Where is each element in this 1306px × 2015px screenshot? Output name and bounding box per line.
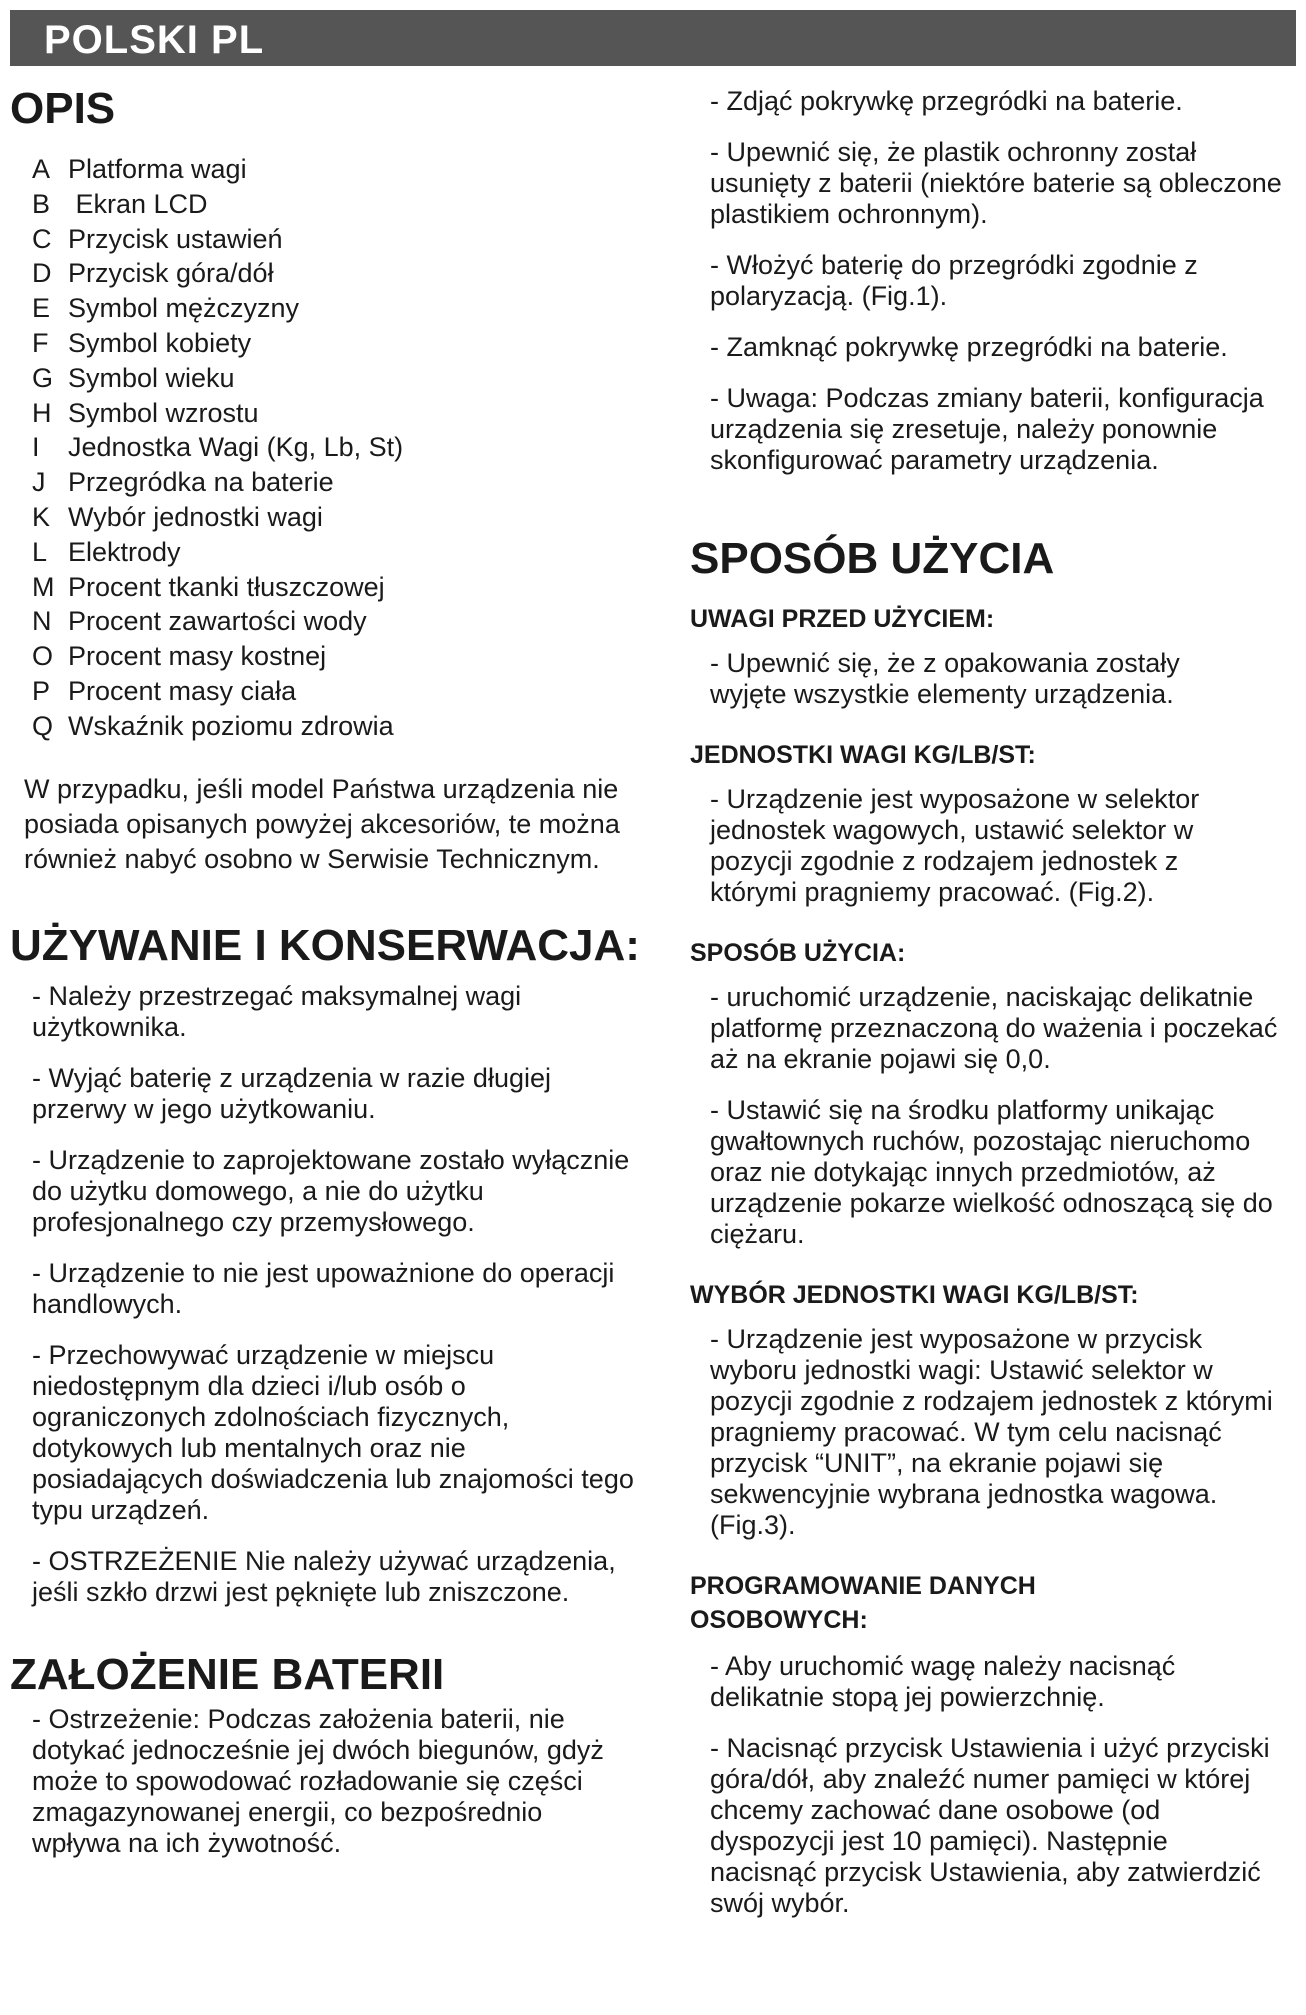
battery-step: - Upewnić się, że plastik ochronny został usunięty z baterii (niektóre baterie są obleczone plastikiem ochronnym).: [710, 137, 1282, 229]
item-letter: G: [32, 362, 54, 393]
item-letter: Q: [32, 710, 54, 741]
list-item: [32, 639, 665, 674]
battery-heading: ZAŁOŻENIE BATERII: [10, 1649, 445, 1699]
opis-heading: OPIS: [10, 84, 116, 133]
item-text: Ekran LCD: [68, 188, 208, 219]
list-item: [32, 361, 665, 396]
unit-selection-item: - Urządzenie jest wyposażone w przycisk wyboru jednostki wagi: Ustawić selektor w pozycji zgodnie z rodzajem jednostek z którymi pragniemy pracować. W tym celu nacisnąć przycisk “UNIT”, na ekranie pojawi się sekwencyjnie wybrana jednostka wagowa. (Fig.3).: [710, 1324, 1273, 1540]
item-text: Elektrody: [68, 536, 181, 567]
usage-item: - OSTRZEŻENIE Nie należy używać urządzenia, jeśli szkło drzwi jest pęknięte lub zniszczone.: [32, 1545, 616, 1607]
item-letter: J: [32, 467, 46, 498]
usage-item: - Wyjąć baterię z urządzenia w razie długiej przerwy w jego użytkowaniu.: [32, 1062, 551, 1124]
list-item: [32, 604, 665, 639]
item-letter: O: [32, 641, 54, 672]
usage-item: - Urządzenie to zaprojektowane zostało wyłącznie do użytku domowego, a nie do użytku profesjonalnego czy przemysłowego.: [32, 1144, 630, 1237]
battery-step: - Zamknąć pokrywkę przegródki na baterie.: [710, 332, 1228, 362]
item-text: Procent masy ciała: [68, 675, 297, 706]
item-text: Symbol mężczyzny: [68, 293, 300, 324]
item-letter: A: [32, 154, 51, 184]
item-letter: F: [32, 327, 49, 358]
list-item: [32, 709, 665, 744]
list-item: [32, 256, 665, 291]
item-letter: D: [32, 258, 52, 289]
item-text: Symbol wieku: [68, 362, 235, 393]
item-letter: P: [32, 675, 51, 706]
item-text: Procent tkanki tłuszczowej: [68, 571, 385, 602]
list-item: [32, 291, 665, 326]
item-text: Przycisk góra/dół: [68, 258, 274, 289]
battery-step: - Uwaga: Podczas zmiany baterii, konfiguracja urządzenia się zresetuje, należy ponownie skonfigurować parametry urządzenia.: [710, 383, 1264, 475]
item-letter: N: [32, 606, 52, 637]
list-item: [32, 326, 665, 361]
list-item: [32, 430, 665, 465]
right-column: [690, 80, 1296, 1919]
item-text: Jednostka Wagi (Kg, Lb, St): [68, 432, 404, 463]
before-use-item: - Upewnić się, że z opakowania zostały wyjęte wszystkie elementy urządzenia.: [710, 648, 1180, 709]
before-use-subheading: UWAGI PRZED UŻYCIEM:: [690, 605, 995, 633]
language-title: POLSKI PL: [44, 18, 265, 62]
item-letter: L: [32, 536, 48, 567]
item-text: Procent masy kostnej: [68, 641, 327, 672]
item-letter: I: [32, 432, 40, 463]
weight-units-item: - Urządzenie jest wyposażone w selektor jednostek wagowych, ustawić selektor w pozycji zgodnie z rodzajem jednostek z którymi pragniemy pracować. (Fig.2).: [710, 784, 1200, 907]
item-text: Platforma wagi: [68, 154, 247, 184]
item-text: Przegródka na baterie: [68, 467, 334, 498]
item-text: Symbol wzrostu: [68, 397, 259, 428]
list-item: [32, 535, 665, 570]
item-letter: M: [32, 571, 55, 602]
list-item: [32, 674, 665, 709]
item-text: Przycisk ustawień: [68, 223, 283, 254]
list-item: [32, 187, 665, 222]
usage-item: - Należy przestrzegać maksymalnej wagi użytkownika.: [32, 980, 522, 1042]
item-letter: H: [32, 397, 52, 428]
parts-list: [32, 152, 665, 744]
item-text: Wybór jednostki wagi: [68, 501, 323, 532]
weight-units-subheading: JEDNOSTKI WAGI KG/LB/ST:: [690, 741, 1036, 769]
how-to-use-item: - uruchomić urządzenie, naciskając delikatnie platformę przeznaczoną do ważenia i poczekać aż na ekranie pojawi się 0,0.: [710, 982, 1278, 1074]
accessories-note: W przypadku, jeśli model Państwa urządzenia nie posiada opisanych powyżej akcesoriów, te można również nabyć osobno w Serwisie Technicznym.: [24, 773, 620, 874]
battery-step: - Zdjąć pokrywkę przegródki na baterie.: [710, 86, 1183, 116]
personal-data-item: - Aby uruchomić wagę należy nacisnąć delikatnie stopą jej powierzchnię.: [710, 1651, 1176, 1712]
how-to-use-subheading: SPOSÓB UŻYCIA:: [690, 939, 906, 967]
list-item: [32, 500, 665, 535]
item-text: Wskaźnik poziomu zdrowia: [68, 710, 394, 741]
item-letter: B: [32, 188, 51, 219]
usage-item: - Urządzenie to nie jest upoważnione do operacji handlowych.: [32, 1257, 615, 1319]
list-item: [32, 152, 665, 187]
item-letter: C: [32, 223, 52, 254]
left-column: [10, 80, 665, 1859]
how-to-use-item: - Ustawić się na środku platformy unikając gwałtownych ruchów, pozostając nieruchomo oraz nie dotykając innych przedmiotów, aż urządzenie pokarze wielkość odnoszącą się do ciężaru.: [710, 1095, 1273, 1249]
personal-data-item: - Nacisnąć przycisk Ustawienia i użyć przyciski góra/dół, aby znaleźć numer pamięci w której chcemy zachować dane osobowe (od dyspozycji jest 10 pamięci). Następnie nacisnąć przycisk Ustawienia, aby zatwierdzić swój wybór.: [710, 1733, 1270, 1918]
list-item: [32, 222, 665, 257]
list-item: [32, 570, 665, 605]
battery-warning: - Ostrzeżenie: Podczas założenia baterii, nie dotykać jednocześnie jej dwóch biegunów, gdyż może to spowodować rozładowanie się części zmagazynowanej energii, co bezpośrednio wpływa na ich żywotność.: [32, 1703, 604, 1858]
personal-data-subheading: PROGRAMOWANIE DANYCH OSOBOWYCH:: [690, 1572, 1036, 1634]
item-letter: K: [32, 501, 51, 532]
unit-selection-subheading: WYBÓR JEDNOSTKI WAGI KG/LB/ST:: [690, 1281, 1139, 1309]
how-to-use-heading: SPOSÓB UŻYCIA: [690, 534, 1055, 583]
usage-item: - Przechowywać urządzenie w miejscu niedostępnym dla dzieci i/lub osób o ograniczonych zdolnościach fizycznych, dotykowych lub mentalnych oraz nie posiadających doświadczenia lub znajomości tego typu urządzeń.: [32, 1339, 634, 1525]
list-item: [32, 396, 665, 431]
item-letter: E: [32, 293, 51, 324]
list-item: [32, 465, 665, 500]
usage-maintenance-heading: UŻYWANIE I KONSERWACJA:: [10, 920, 640, 970]
item-text: Procent zawartości wody: [68, 606, 367, 637]
battery-step: - Włożyć baterię do przegródki zgodnie z polaryzacją. (Fig.1).: [710, 250, 1198, 311]
item-text: Symbol kobiety: [68, 327, 252, 358]
language-header-bar: [10, 10, 1296, 66]
